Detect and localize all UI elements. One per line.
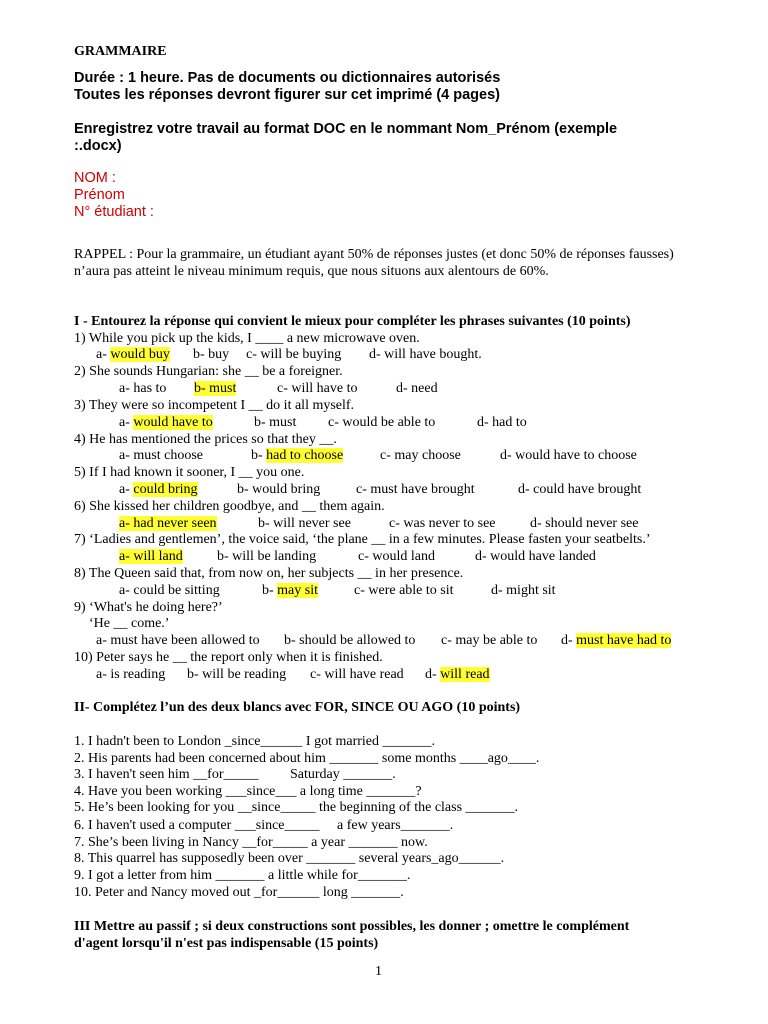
question-2: 2) She sounds Hungarian: she __ be a foreigner. xyxy=(74,364,343,379)
fill-item-10: 10. Peter and Nancy moved out _for______ long _______. xyxy=(74,885,404,900)
question-7: 7) ‘Ladies and gentlemen’, the voice said, ‘the plane __ in a few minutes. Please fasten your seatbelts.’ xyxy=(74,532,651,547)
question-1: 1) While you pick up the kids, I ____ a new microwave oven. xyxy=(74,331,420,346)
highlighted-answer: must have had to xyxy=(576,633,672,648)
fill-item-1: 1. I hadn't been to London _since______ I got married _______. xyxy=(74,734,436,749)
nom-field-label: NOM : xyxy=(74,170,116,186)
option-b: b- will be reading xyxy=(187,667,287,682)
option-c: c- would land xyxy=(358,549,435,564)
option-c: c- would be able to xyxy=(328,415,436,430)
option-c: c- may be able to xyxy=(441,633,538,648)
option-a xyxy=(119,516,217,532)
fill-item-7: 7. She’s been living in Nancy __for_____ a year _______ now. xyxy=(74,835,428,850)
header-line-1: Durée : 1 heure. Pas de documents ou dictionnaires autorisés xyxy=(74,70,501,86)
option-d: d- will have bought. xyxy=(369,347,482,362)
section-2-heading: II- Complétez l’un des deux blancs avec FOR, SINCE OU AGO (10 points) xyxy=(74,700,521,715)
option-d: d- would have landed xyxy=(475,549,596,564)
option-d: d- might sit xyxy=(491,583,556,598)
question-6: 6) She kissed her children goodbye, and __ them again. xyxy=(74,499,385,514)
option-c: c- will have to xyxy=(277,381,358,396)
option-a: a- must have been allowed to xyxy=(96,633,260,648)
question-9: 9) ‘What's he doing here?’ xyxy=(74,600,223,615)
highlighted-answer: had to choose xyxy=(266,448,344,463)
section-3-heading-line-1: III Mettre au passif ; si deux constructions sont possibles, les donner ; omettre le complément xyxy=(74,919,630,934)
fill-item-2: 2. His parents had been concerned about him _______ some months ____ago____. xyxy=(74,751,540,766)
option-a: a- could bring xyxy=(119,482,198,497)
highlighted-answer: a- will land xyxy=(119,549,183,564)
option-d: d- had to xyxy=(477,415,527,430)
option-a: a- has to xyxy=(119,381,167,396)
fill-item-3: 3. I haven't seen him __for_____ Saturday _______. xyxy=(74,767,396,782)
highlighted-answer: will read xyxy=(440,667,490,682)
page-title: GRAMMAIRE xyxy=(74,44,167,59)
highlighted-answer: b- must xyxy=(194,381,237,396)
option-b: b- should be allowed to xyxy=(284,633,416,648)
question-3: 3) They were so incompetent I __ do it all myself. xyxy=(74,398,355,413)
question-8: 8) The Queen said that, from now on, her subjects __ in her presence. xyxy=(74,566,464,581)
option-b: b- may sit xyxy=(262,583,319,598)
option-b: b- must xyxy=(254,415,297,430)
fill-item-5: 5. He’s been looking for you __since_____ the beginning of the class _______. xyxy=(74,800,519,815)
fill-item-4: 4. Have you been working ___since___ a long time _______? xyxy=(74,784,422,799)
prenom-field-label: Prénom xyxy=(74,187,125,203)
option-c: c- will have read xyxy=(310,667,404,682)
header-line-2: Toutes les réponses devront figurer sur cet imprimé (4 pages) xyxy=(74,87,500,103)
option-d: d- would have to choose xyxy=(500,448,637,463)
highlighted-answer: could bring xyxy=(133,482,198,497)
question-4: 4) He has mentioned the prices so that they __. xyxy=(74,432,337,447)
option-a: a- would have to xyxy=(119,415,213,430)
option-c: c- were able to sit xyxy=(354,583,454,598)
header-line-4: :.docx) xyxy=(74,138,122,154)
option-c: c- will be buying xyxy=(246,347,342,362)
option-b: b- will never see xyxy=(258,516,351,531)
option-a: a- must choose xyxy=(119,448,203,463)
fill-item-9: 9. I got a letter from him _______ a little while for_______. xyxy=(74,868,411,883)
highlighted-answer: may sit xyxy=(277,583,319,598)
option-d: d- must have had to xyxy=(561,633,672,648)
option-d: d- could have brought xyxy=(518,482,642,497)
section-1-heading: I - Entourez la réponse qui convient le mieux pour compléter les phrases suivantes (10 points) xyxy=(74,314,631,329)
question-9-line-2: ‘He __ come.’ xyxy=(89,616,170,631)
option-c: c- was never to see xyxy=(389,516,496,531)
page-number: 1 xyxy=(375,964,382,979)
option-d: d- should never see xyxy=(530,516,639,531)
fill-item-6: 6. I haven't used a computer ___since_____ a few years_______. xyxy=(74,818,454,833)
student-number-label: N° étudiant : xyxy=(74,204,154,220)
option-b xyxy=(194,381,236,397)
header-line-3: Enregistrez votre travail au format DOC en le nommant Nom_Prénom (exemple xyxy=(74,121,618,137)
option-c: c- must have brought xyxy=(356,482,475,497)
options-1: a- would buy xyxy=(96,347,170,362)
highlighted-answer: a- had never seen xyxy=(119,516,217,531)
option-a: a- is reading xyxy=(96,667,166,682)
option-b: b- will be landing xyxy=(217,549,317,564)
option-a xyxy=(119,549,183,565)
option-c: c- may choose xyxy=(380,448,461,463)
option-a: a- could be sitting xyxy=(119,583,220,598)
option-b: b- buy xyxy=(193,347,230,362)
fill-item-8: 8. This quarrel has supposedly been over _______ several years_ago______. xyxy=(74,851,505,866)
highlighted-answer: would buy xyxy=(110,347,170,362)
option-b: b- would bring xyxy=(237,482,321,497)
option-d: d- need xyxy=(396,381,438,396)
question-10: 10) Peter says he __ the report only when it is finished. xyxy=(74,650,383,665)
section-3-heading-line-2: d'agent lorsqu'il n'est pas indispensable (15 points) xyxy=(74,936,379,951)
question-5: 5) If I had known it sooner, I __ you one. xyxy=(74,465,305,480)
highlighted-answer: would have to xyxy=(133,415,213,430)
option-d: d- will read xyxy=(425,667,490,682)
rappel-paragraph: RAPPEL : Pour la grammaire, un étudiant ayant 50% de réponses justes (et donc 50% de réponses fausses) n’aura pas atteint le niveau minimum requis, que nous situons aux alentours de 60%. xyxy=(74,247,674,279)
option-b: b- had to choose xyxy=(251,448,344,463)
